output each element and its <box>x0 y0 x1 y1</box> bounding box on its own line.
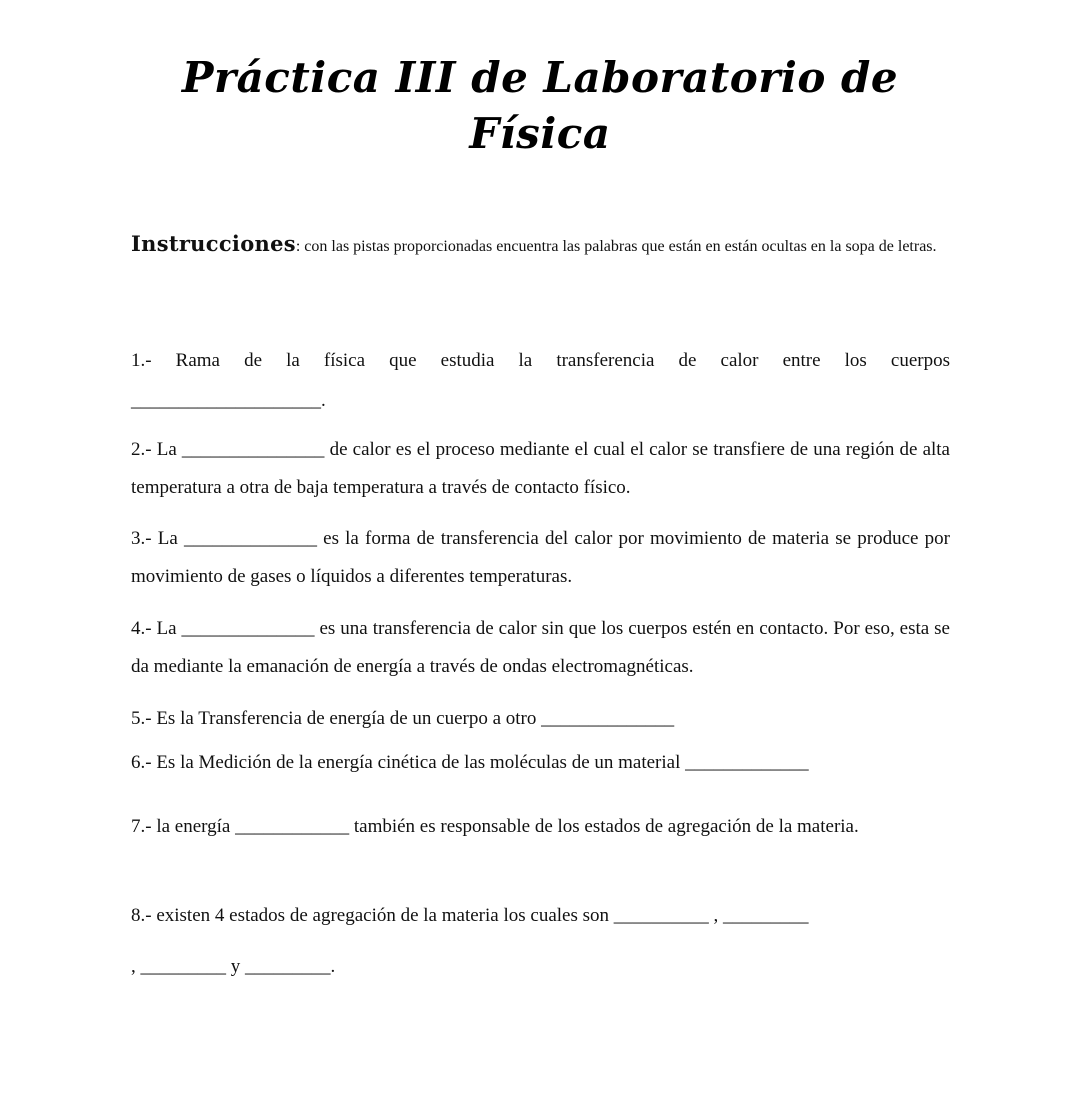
question-8-continuation: , _________ y _________. <box>131 956 336 977</box>
question-1-blank: ____________________. <box>131 390 326 411</box>
title-line-2: Física <box>469 109 611 158</box>
instructions-label: Instrucciones <box>131 231 296 256</box>
question-6: 6.- Es la Medición de la energía cinética de las moléculas de un material _____________ <box>131 752 809 773</box>
question-5: 5.- Es la Transferencia de energía de un cuerpo a otro ______________ <box>131 708 675 729</box>
question-3: 3.- La ______________ es la forma de transferencia del calor por movimiento de materia se produce por movimiento de gases o líquidos a diferentes temperaturas. <box>131 528 950 587</box>
question-1: 1.- Rama de la física que estudia la transferencia de calor entre los cuerpos <box>131 350 950 371</box>
title-line-1: Práctica III de Laboratorio de <box>181 53 899 102</box>
question-2: 2.- La _______________ de calor es el proceso mediante el cual el calor se transfiere de una región de alta temperatura a otra de baja temperatura a través de contacto físico. <box>131 439 950 498</box>
question-4: 4.- La ______________ es una transferencia de calor sin que los cuerpos estén en contacto. Por eso, esta se da mediante la emanación de energía a través de ondas electromagnéticas. <box>131 618 950 677</box>
question-7: 7.- la energía ____________ también es responsable de los estados de agregación de la materia. <box>131 816 859 837</box>
page-title <box>0 50 1080 162</box>
question-8: 8.- existen 4 estados de agregación de la materia los cuales son __________ , _________ <box>131 905 809 926</box>
instructions-text: : con las pistas proporcionadas encuentra las palabras que están en están ocultas en la sopa de letras. <box>295 238 937 255</box>
instructions-paragraph <box>131 229 951 262</box>
